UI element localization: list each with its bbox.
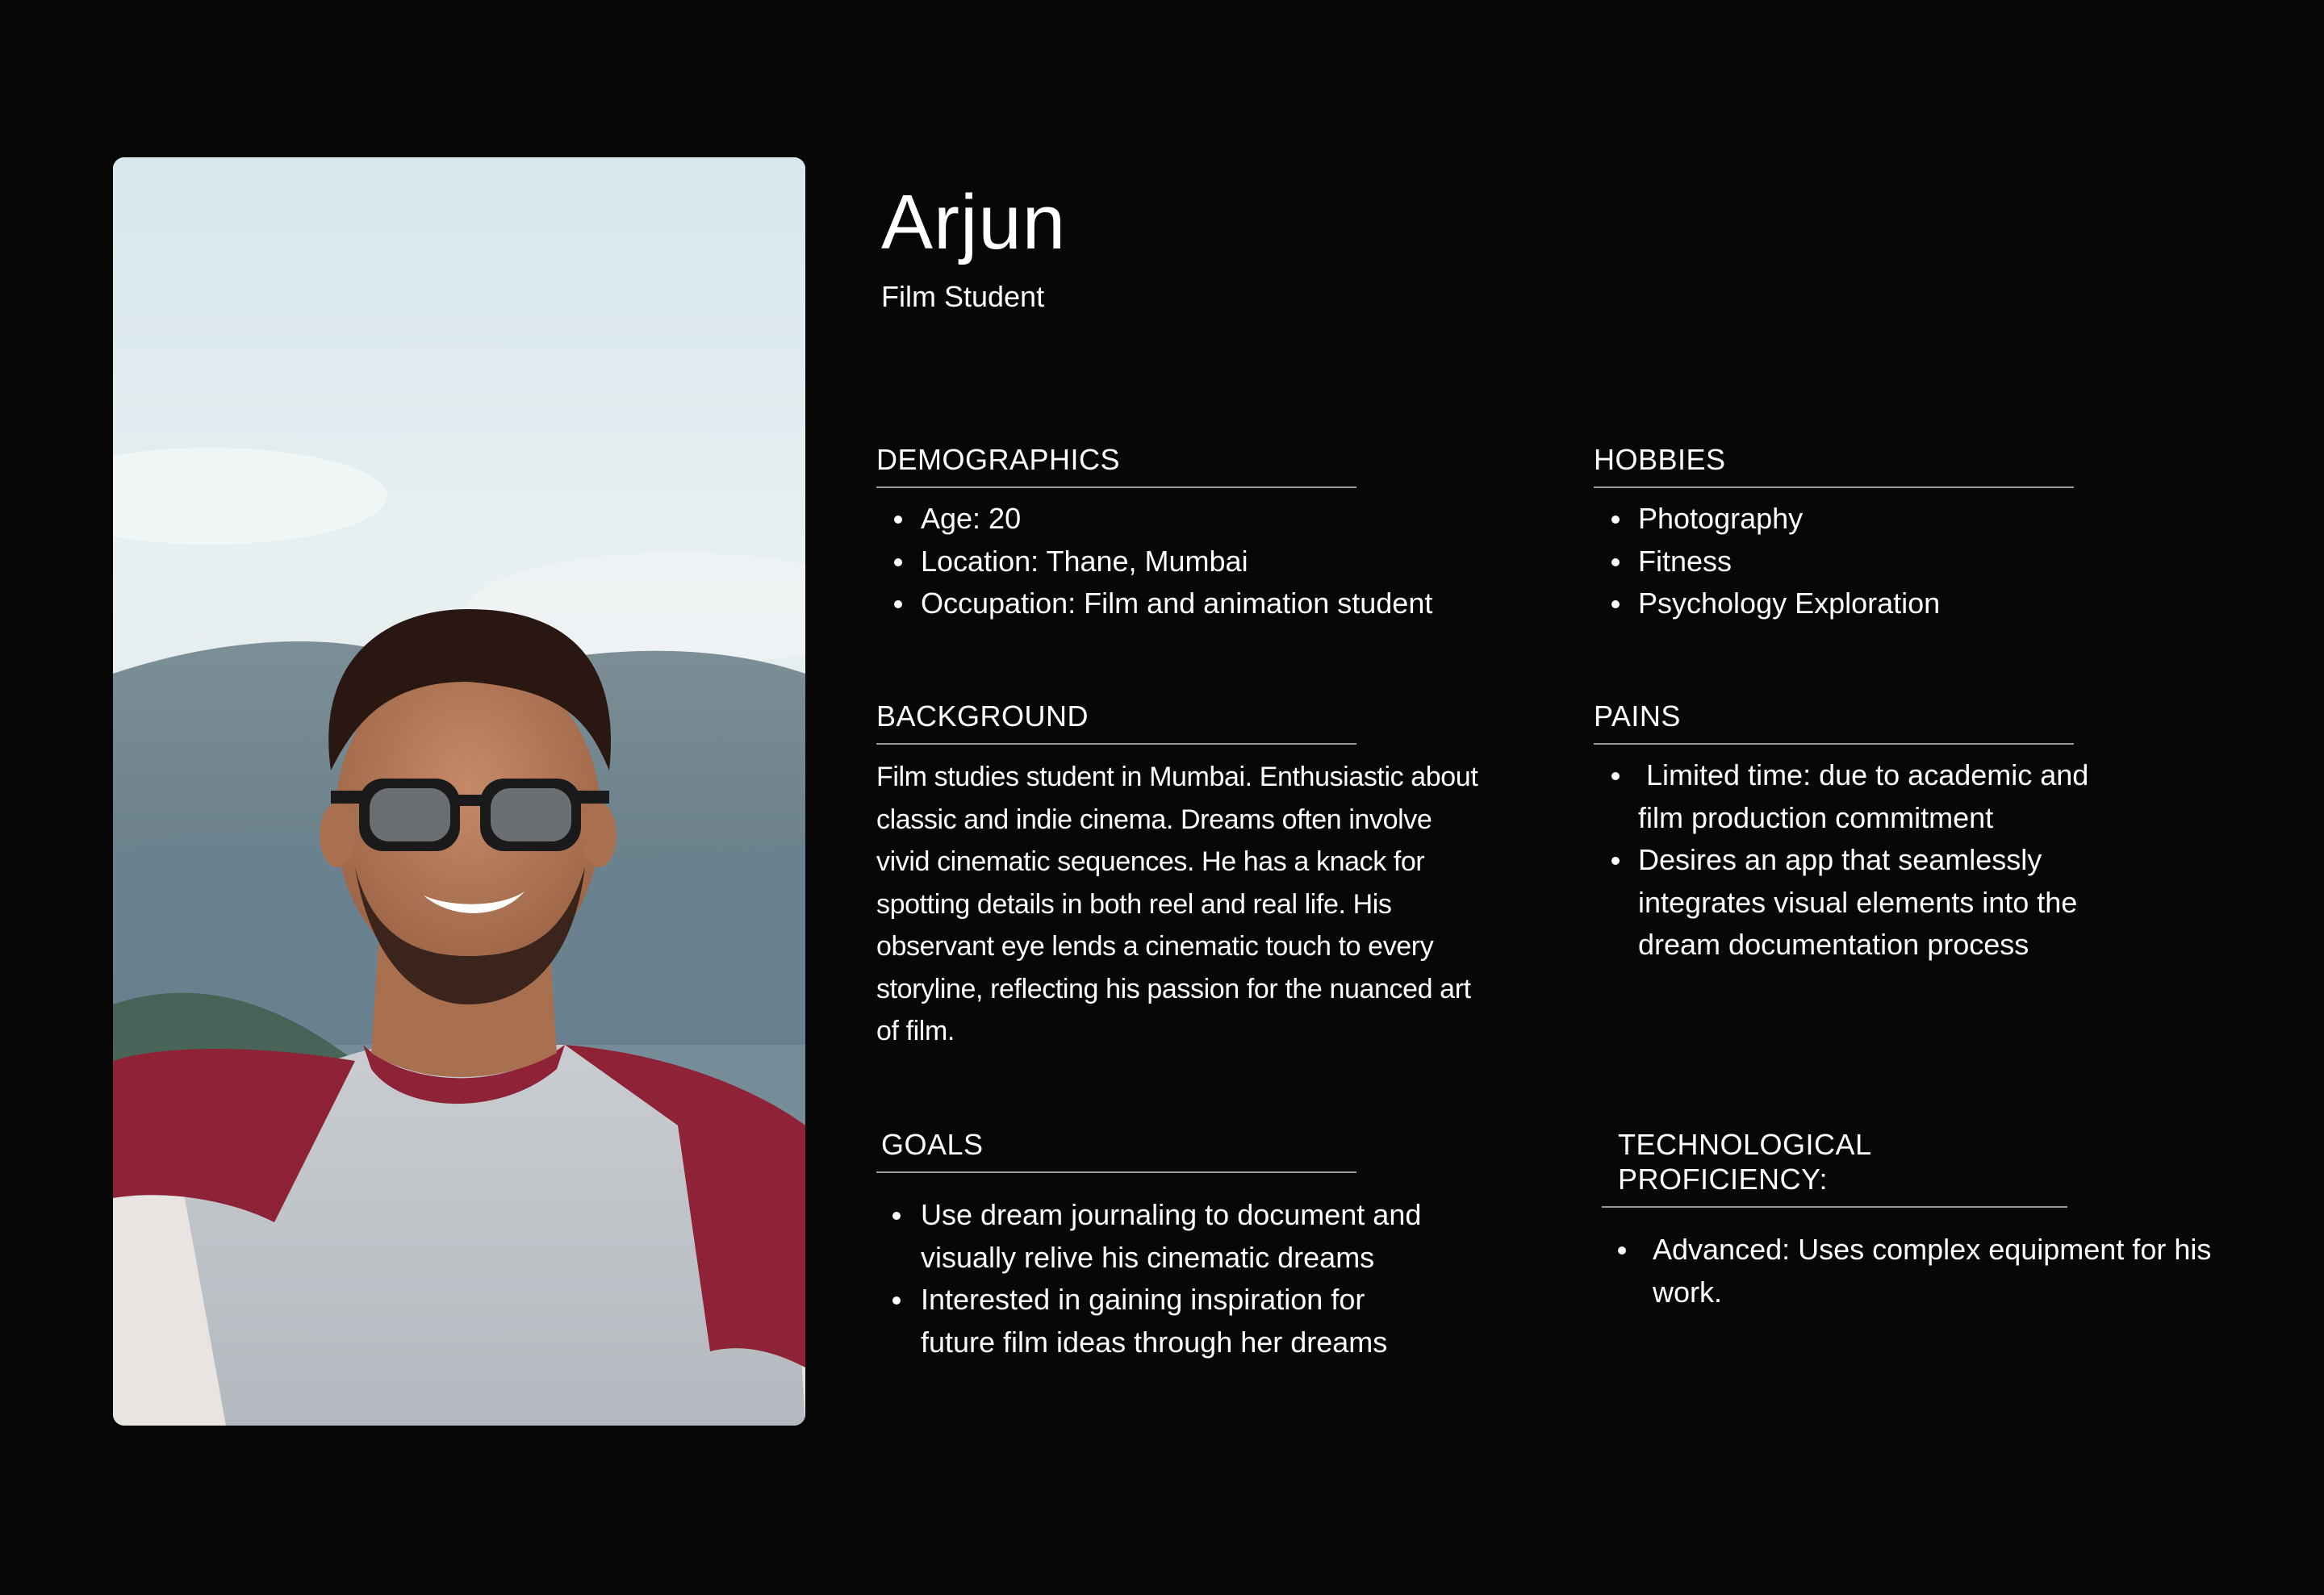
portrait-photo: [113, 157, 805, 1426]
list-item: Desires an app that seamlessly integrates visual elements into the dream documentation process: [1594, 839, 2110, 967]
list-item: Interested in gaining inspiration for future film ideas through her dreams: [876, 1279, 1441, 1363]
background-title: BACKGROUND: [876, 699, 1356, 745]
list-item: Age: 20: [876, 498, 1570, 541]
hobbies-title: HOBBIES: [1594, 442, 2074, 488]
goals-list: [876, 1194, 1441, 1363]
hobbies-section: [1594, 442, 2074, 625]
list-item: Location: Thane, Mumbai: [876, 541, 1570, 583]
portrait-photo-icon: [113, 157, 805, 1426]
hobbies-list: [1594, 498, 2288, 625]
list-item: Limited time: due to academic and film production commitment: [1594, 754, 2110, 839]
goals-title: GOALS: [876, 1127, 1356, 1173]
demographics-list: [876, 498, 1570, 625]
list-item: Fitness: [1594, 541, 2288, 583]
background-section: [876, 699, 1478, 1053]
persona-name: Arjun: [881, 179, 1067, 265]
goals-section: [876, 1127, 1422, 1363]
pains-title: PAINS: [1594, 699, 2074, 745]
list-item: Use dream journaling to document and visually relive his cinematic dreams: [876, 1194, 1441, 1279]
demographics-title: DEMOGRAPHICS: [876, 442, 1356, 488]
tech-proficiency-section: [1602, 1127, 2212, 1313]
demographics-section: [876, 442, 1433, 625]
tech-proficiency-title: TECHNOLOGICAL PROFICIENCY:: [1602, 1127, 2067, 1208]
pains-list: [1594, 754, 2110, 967]
list-item: Occupation: Film and animation student: [876, 582, 1570, 625]
list-item: Advanced: Uses complex equipment for his work.: [1602, 1229, 2215, 1313]
pains-section: [1594, 699, 2097, 967]
background-text: Film studies student in Mumbai. Enthusiastic about classic and indie cinema. Dreams often involve vivid cinematic sequences. He has a knack for spotting details in both reel and real life. His observant eye lends a cinematic touch to every storyline, reflecting his passion for the nuanced art of film.: [876, 762, 1478, 1047]
tech-proficiency-list: [1602, 1229, 2215, 1313]
persona-role: Film Student: [881, 280, 1045, 313]
list-item: Photography: [1594, 498, 2288, 541]
list-item: Psychology Exploration: [1594, 582, 2288, 625]
